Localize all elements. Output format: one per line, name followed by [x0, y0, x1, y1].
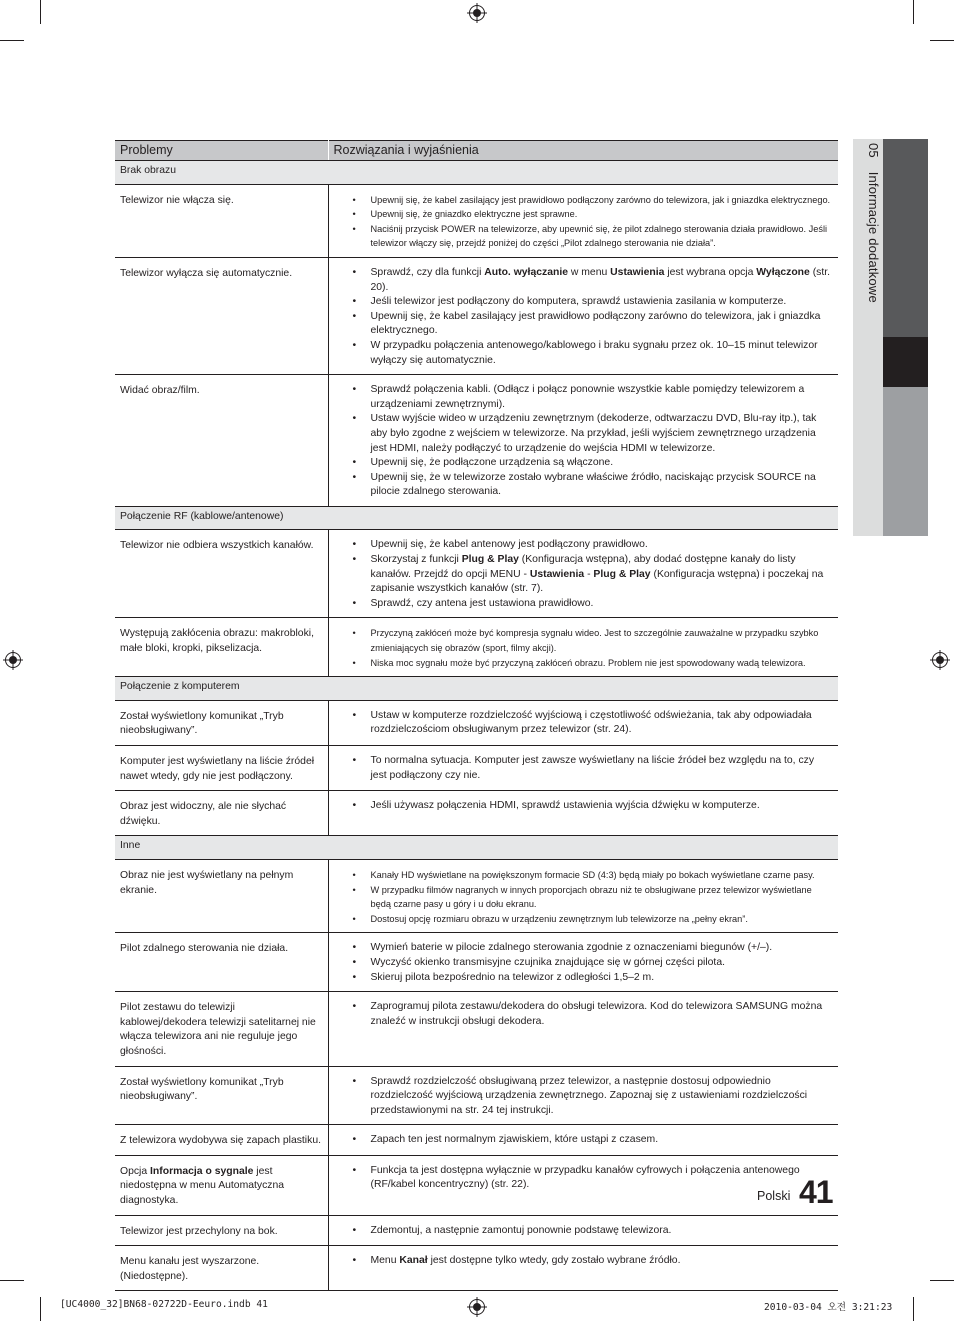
- text-run: Dostosuj opcję rozmiaru obrazu w urządzeniu zewnętrznym lub telewizorze na „pełny ekran”.: [370, 913, 748, 924]
- problem-cell: [115, 184, 328, 257]
- text-run: Naciśnij przycisk: [370, 223, 441, 234]
- table-row: [115, 618, 838, 677]
- text-run: jest niedostępna w menu Automatyczna diagnostyka.: [120, 1165, 285, 1207]
- text-run: Przyczyną zakłóceń może być kompresja sygnału wideo. Jest to szczególnie zauważalne w przypadku szybko zmieniających się obrazów (sport, filmy akcji).: [370, 628, 819, 654]
- text-run: (str. 20).: [370, 266, 831, 293]
- table-header-row: [115, 141, 838, 161]
- header-problems: Problemy: [115, 141, 328, 161]
- solution-cell: [328, 859, 838, 932]
- list-item: [353, 1224, 834, 1239]
- solution-cell: [328, 1125, 838, 1156]
- bold-term: Plug & Play: [461, 554, 519, 566]
- section-title: Inne: [115, 836, 838, 860]
- text-run: Został wyświetlony komunikat „Tryb nieobsługiwany”.: [120, 1076, 284, 1103]
- text-run: -: [584, 568, 594, 580]
- list-item: [353, 456, 834, 471]
- solution-list: [353, 1075, 834, 1119]
- table-row: [115, 1246, 838, 1291]
- table-row: [115, 1215, 838, 1246]
- list-item: [353, 383, 834, 412]
- crop-mark: [0, 1280, 24, 1281]
- list-item: [353, 956, 834, 971]
- solution-list: [353, 538, 834, 611]
- solution-list: [353, 1133, 834, 1148]
- solution-cell: [328, 184, 838, 257]
- text-run: (Konfiguracja wstępna), aby dodać dostępne kanały do listy kanałów. Przejdź do opcji MENU -: [370, 554, 796, 580]
- list-item: [353, 207, 834, 222]
- list-item: [353, 339, 834, 368]
- solution-cell: [328, 700, 838, 745]
- crop-mark: [930, 1280, 954, 1281]
- crop-mark: [40, 1297, 41, 1321]
- section-title: Brak obrazu: [115, 161, 838, 185]
- text-run: Upewnij się, że kabel antenowy jest podłączony prawidłowo.: [370, 539, 648, 551]
- text-run: Obraz nie jest wyświetlany na pełnym ekranie.: [120, 869, 294, 896]
- table-row: [115, 184, 838, 257]
- text-run: Pilot zdalnego sterowania nie działa.: [120, 943, 289, 955]
- text-run: na telewizorze, aby upewnić się, że pilot zdalnego sterowania działa prawidłowo. Jeśli telewizor włączy się, przejdź poniżej do części „Pilot zdalnego sterowania nie działa”.: [370, 223, 828, 249]
- text-run: Sprawdź połączenia kabli. (Odłącz i połącz ponownie wszystkie kable pomiędzy telewizorem a urządzeniami zewnętrznymi).: [370, 384, 805, 410]
- text-run: (Konfiguracja wstępna) i poczekaj na zapisanie wszystkich kanałów (str. 7).: [370, 568, 824, 595]
- text-run: Niska moc sygnału może być przyczyną zakłóceń obrazu. Problem nie jest spowodowany wadą telewizora.: [370, 657, 806, 668]
- list-item: [353, 1075, 834, 1119]
- text-run: Zdemontuj, a następnie zamontuj ponownie podstawę telewizora.: [370, 1224, 672, 1236]
- list-item: [353, 971, 834, 986]
- list-item: [353, 310, 834, 339]
- page-number: 41: [799, 1174, 833, 1210]
- list-item: [353, 1000, 834, 1029]
- solution-list: [353, 799, 834, 814]
- table-row: [115, 746, 838, 791]
- text-run: POWER: [440, 223, 476, 234]
- text-run: Sprawdź, czy antena jest ustawiona prawidłowo.: [370, 597, 594, 609]
- list-item: [353, 709, 834, 738]
- text-run: na pilocie zdalnego sterowania.: [370, 471, 816, 498]
- print-slug-date: 2010-03-04 오전 3:21:23: [764, 1302, 893, 1313]
- text-run: Wymień baterie w pilocie zdalnego sterowania zgodnie z oznaczeniami biegunów (+/–).: [370, 942, 773, 954]
- text-run: Zapach ten jest normalnym zjawiskiem, które ustąpi z czasem.: [370, 1134, 659, 1146]
- table-row: [115, 1066, 838, 1125]
- problem-cell: [115, 746, 328, 791]
- solution-cell: [328, 791, 838, 836]
- table-row: [115, 257, 838, 374]
- problem-cell: [115, 618, 328, 677]
- problem-cell: [115, 257, 328, 374]
- list-item: [353, 868, 834, 883]
- registration-mark-icon: [930, 650, 950, 670]
- list-item: [353, 471, 834, 500]
- list-item: [353, 912, 834, 927]
- problem-cell: [115, 859, 328, 932]
- text-run: Upewnij się, że gniazdko elektryczne jest sprawne.: [370, 209, 578, 220]
- solution-list: [353, 941, 834, 985]
- text-run: SOURCE: [756, 471, 802, 483]
- registration-mark-icon: [467, 1297, 487, 1317]
- text-run: Opcja: [120, 1165, 151, 1177]
- text-run: Pilot zestawu do telewizji kablowej/dekodera telewizji satelitarnej nie włącza telewizora ani nie reguluje jego głośności.: [120, 1002, 316, 1057]
- bold-term: Plug & Play: [593, 568, 651, 580]
- list-item: [353, 553, 834, 597]
- text-run: Sprawdź rozdzielczość obsługiwaną przez telewizor, a następnie dostosuj odpowiednio rozdzielczość wyjściową urządzenia zewnętrznego. Zapoznaj się z ustawieniami rozdzielczości przedstawionymi na str. 24 tej instrukcji.: [370, 1075, 808, 1116]
- solution-list: [353, 868, 834, 926]
- solution-cell: [328, 1246, 838, 1291]
- problem-cell: [115, 1246, 328, 1291]
- solution-list: [353, 1000, 834, 1029]
- list-item: [353, 538, 834, 553]
- text-run: Skieruj pilota bezpośrednio na telewizor z odległości 1,5–2 m.: [370, 971, 655, 983]
- text-run: W przypadku połączenia antenowego/kablowego i braku sygnału przez ok. 10–15 minut telewizor wyłączy się automatycznie.: [370, 339, 818, 366]
- table-row: [115, 992, 838, 1066]
- problem-cell: [115, 933, 328, 992]
- crop-mark: [40, 0, 41, 24]
- side-tab-dark-block: [883, 139, 928, 337]
- solution-cell: [328, 1155, 838, 1215]
- solution-cell: [328, 530, 838, 618]
- text-run: Menu: [370, 1255, 400, 1267]
- text-run: W przypadku filmów nagranych w innych proporcjach obrazu niż te obsługiwane przez telewizor wyświetlane będą czarne pasy u góry i u dołu ekranu.: [370, 884, 812, 910]
- text-run: To normalna sytuacja. Komputer jest zawsze wyświetlany na liście źródeł bez względu na to, czy jest podłączony czy nie.: [370, 755, 815, 781]
- section-title: Połączenie z komputerem: [115, 677, 838, 701]
- solution-cell: [328, 933, 838, 992]
- text-run: Został wyświetlony komunikat „Tryb nieobsługiwany”.: [120, 710, 284, 737]
- problem-cell: [115, 1215, 328, 1246]
- side-tab-active-block: [883, 337, 928, 387]
- crop-mark: [913, 1297, 914, 1321]
- table-row: [115, 530, 838, 618]
- table-row: [115, 375, 838, 507]
- text-run: Menu kanału jest wyszarzone. (Niedostępne).: [120, 1256, 260, 1282]
- problem-cell: [115, 530, 328, 618]
- text-run: Zaprogramuj pilota zestawu/dekodera do obsługi telewizora. Kod do telewizora SAMSUNG można znaleźć w instrukcji obsługi dekodera.: [370, 1001, 823, 1027]
- table-row: [115, 1125, 838, 1156]
- text-run: Upewnij się, że kabel zasilający jest prawidłowo podłączony zarówno do telewizora, jak i gniazdka elektrycznego.: [370, 194, 831, 205]
- problem-cell: [115, 791, 328, 836]
- problem-cell: [115, 700, 328, 745]
- list-item: [353, 626, 834, 655]
- registration-mark-icon: [3, 650, 23, 670]
- text-run: Z telewizora wydobywa się zapach plastiku.: [120, 1135, 321, 1147]
- section-row: [115, 161, 838, 185]
- solution-list: [353, 383, 834, 500]
- table-row: [115, 700, 838, 745]
- list-item: [353, 266, 834, 295]
- solution-list: [353, 193, 834, 251]
- registration-mark-icon: [467, 3, 487, 23]
- text-run: Wyczyść okienko transmisyjne czujnika znajdujące się w górnej części pilota.: [370, 956, 725, 968]
- solution-cell: [328, 1066, 838, 1125]
- table-row: [115, 1155, 838, 1215]
- solution-list: [353, 626, 834, 670]
- text-run: Jeśli telewizor jest podłączony do komputera, sprawdź ustawienia zasilania w komputerze.: [370, 296, 787, 308]
- section-title: Połączenie RF (kablowe/antenowe): [115, 506, 838, 530]
- text-run: Ustaw wyjście wideo w urządzeniu zewnętrznym (dekoderze, odtwarzaczu DVD, Blu-ray itp.), tak aby było zgodne z wejściem w telewizorze. Na przykład, jeśli wyjściem zewnętrznego urządzenia jest HDMI, należy podłączyć to urządzenie do wejścia HDMI w telewizorze.: [370, 413, 817, 454]
- bold-term: Auto. wyłączanie: [484, 266, 568, 278]
- list-item: [353, 754, 834, 783]
- table-row: [115, 933, 838, 992]
- list-item: [353, 1133, 834, 1148]
- text-run: Skorzystaj z funkcji: [370, 554, 462, 566]
- troubleshooting-table: [115, 140, 838, 1291]
- text-run: Funkcja ta jest dostępna wyłącznie w przypadku kanałów cyfrowych i połączenia antenowego (RF/kabel koncentryczny) (str. 22).: [370, 1164, 800, 1191]
- text-run: w menu: [568, 266, 611, 278]
- text-run: Komputer jest wyświetlany na liście źródeł nawet wtedy, gdy nie jest podłączony.: [120, 756, 315, 782]
- list-item: [353, 193, 834, 208]
- problem-cell: [115, 1066, 328, 1125]
- table-row: [115, 791, 838, 836]
- crop-mark: [913, 0, 914, 24]
- chapter-name: Informacje dodatkowe: [866, 171, 881, 303]
- chapter-side-tab: [853, 139, 928, 536]
- solution-list: [353, 709, 834, 738]
- section-row: [115, 506, 838, 530]
- solution-list: [353, 266, 834, 368]
- list-item: [353, 597, 834, 612]
- list-item: [353, 941, 834, 956]
- crop-mark: [0, 40, 24, 41]
- text-run: Widać obraz/film.: [120, 385, 200, 397]
- header-solutions: Rozwiązania i wyjaśnienia: [328, 141, 838, 161]
- footer-language: Polski: [757, 1189, 791, 1203]
- solution-cell: [328, 1215, 838, 1246]
- solution-list: [353, 1254, 834, 1269]
- problem-cell: [115, 992, 328, 1066]
- text-run: Telewizor jest przechylony na bok.: [120, 1225, 278, 1237]
- list-item: [353, 883, 834, 912]
- text-run: Ustaw w komputerze rozdzielczość wyjściową i częstotliwość odświeżania, tak aby odpowiadała rozdzielczościom obsługiwanym przez telewizor (str. 24).: [370, 709, 812, 736]
- text-run: Występują zakłócenia obrazu: makrobloki, małe bloki, kropki, pikselizacja.: [120, 628, 314, 655]
- side-tab-mid-block: [883, 387, 928, 536]
- bold-term: Ustawienia: [610, 266, 665, 278]
- bold-term: Ustawienia: [529, 568, 585, 580]
- text-run: Upewnij się, że kabel zasilający jest prawidłowo podłączony zarówno do telewizora, jak i gniazdka elektrycznego.: [370, 310, 821, 337]
- problem-cell: [115, 1125, 328, 1156]
- list-item: [353, 799, 834, 814]
- text-run: jest dostępne tylko wtedy, gdy zostało wybrane źródło.: [427, 1255, 681, 1267]
- text-run: Telewizor nie włącza się.: [120, 194, 234, 206]
- section-row: [115, 836, 838, 860]
- solution-list: [353, 754, 834, 783]
- chapter-number: 05: [866, 143, 881, 158]
- list-item: [353, 1254, 834, 1269]
- solution-cell: [328, 618, 838, 677]
- table-body: [115, 161, 838, 1291]
- list-item: [353, 295, 834, 310]
- print-slug-file: [UC4000_32]BN68-02722D-Eeuro.indb 41: [60, 1299, 268, 1310]
- text-run: jest wybrana opcja: [664, 266, 757, 278]
- text-run: Obraz jest widoczny, ale nie słychać dźwięku.: [120, 801, 287, 827]
- chapter-title: [855, 143, 881, 533]
- text-run: Upewnij się, że w telewizorze zostało wybrane właściwe źródło, naciskając przycisk: [370, 471, 757, 483]
- solution-cell: [328, 375, 838, 507]
- section-row: [115, 677, 838, 701]
- text-run: Telewizor wyłącza się automatycznie.: [120, 267, 293, 279]
- text-run: Sprawdź, czy dla funkcji: [370, 266, 485, 278]
- table-row: [115, 859, 838, 932]
- bold-term: Informacja o sygnale: [150, 1165, 254, 1177]
- list-item: [353, 222, 834, 251]
- text-run: Kanały HD wyświetlane na powiększonym formacie SD (4:3) będą miały po bokach wyświetlane czarne pasy.: [370, 869, 815, 880]
- text-run: Telewizor nie odbiera wszystkich kanałów.: [120, 540, 314, 552]
- solution-cell: [328, 992, 838, 1066]
- list-item: [353, 412, 834, 456]
- list-item: [353, 656, 834, 671]
- bold-term: Kanał: [399, 1255, 428, 1267]
- crop-mark: [930, 40, 954, 41]
- solution-cell: [328, 746, 838, 791]
- bold-term: Wyłączone: [756, 266, 810, 278]
- text-run: Jeśli używasz połączenia HDMI, sprawdź ustawienia wyjścia dźwięku w komputerze.: [370, 800, 760, 812]
- solution-cell: [328, 257, 838, 374]
- problem-cell: [115, 375, 328, 507]
- problem-cell: [115, 1155, 328, 1215]
- text-run: Upewnij się, że podłączone urządzenia są włączone.: [370, 457, 614, 469]
- solution-list: [353, 1224, 834, 1239]
